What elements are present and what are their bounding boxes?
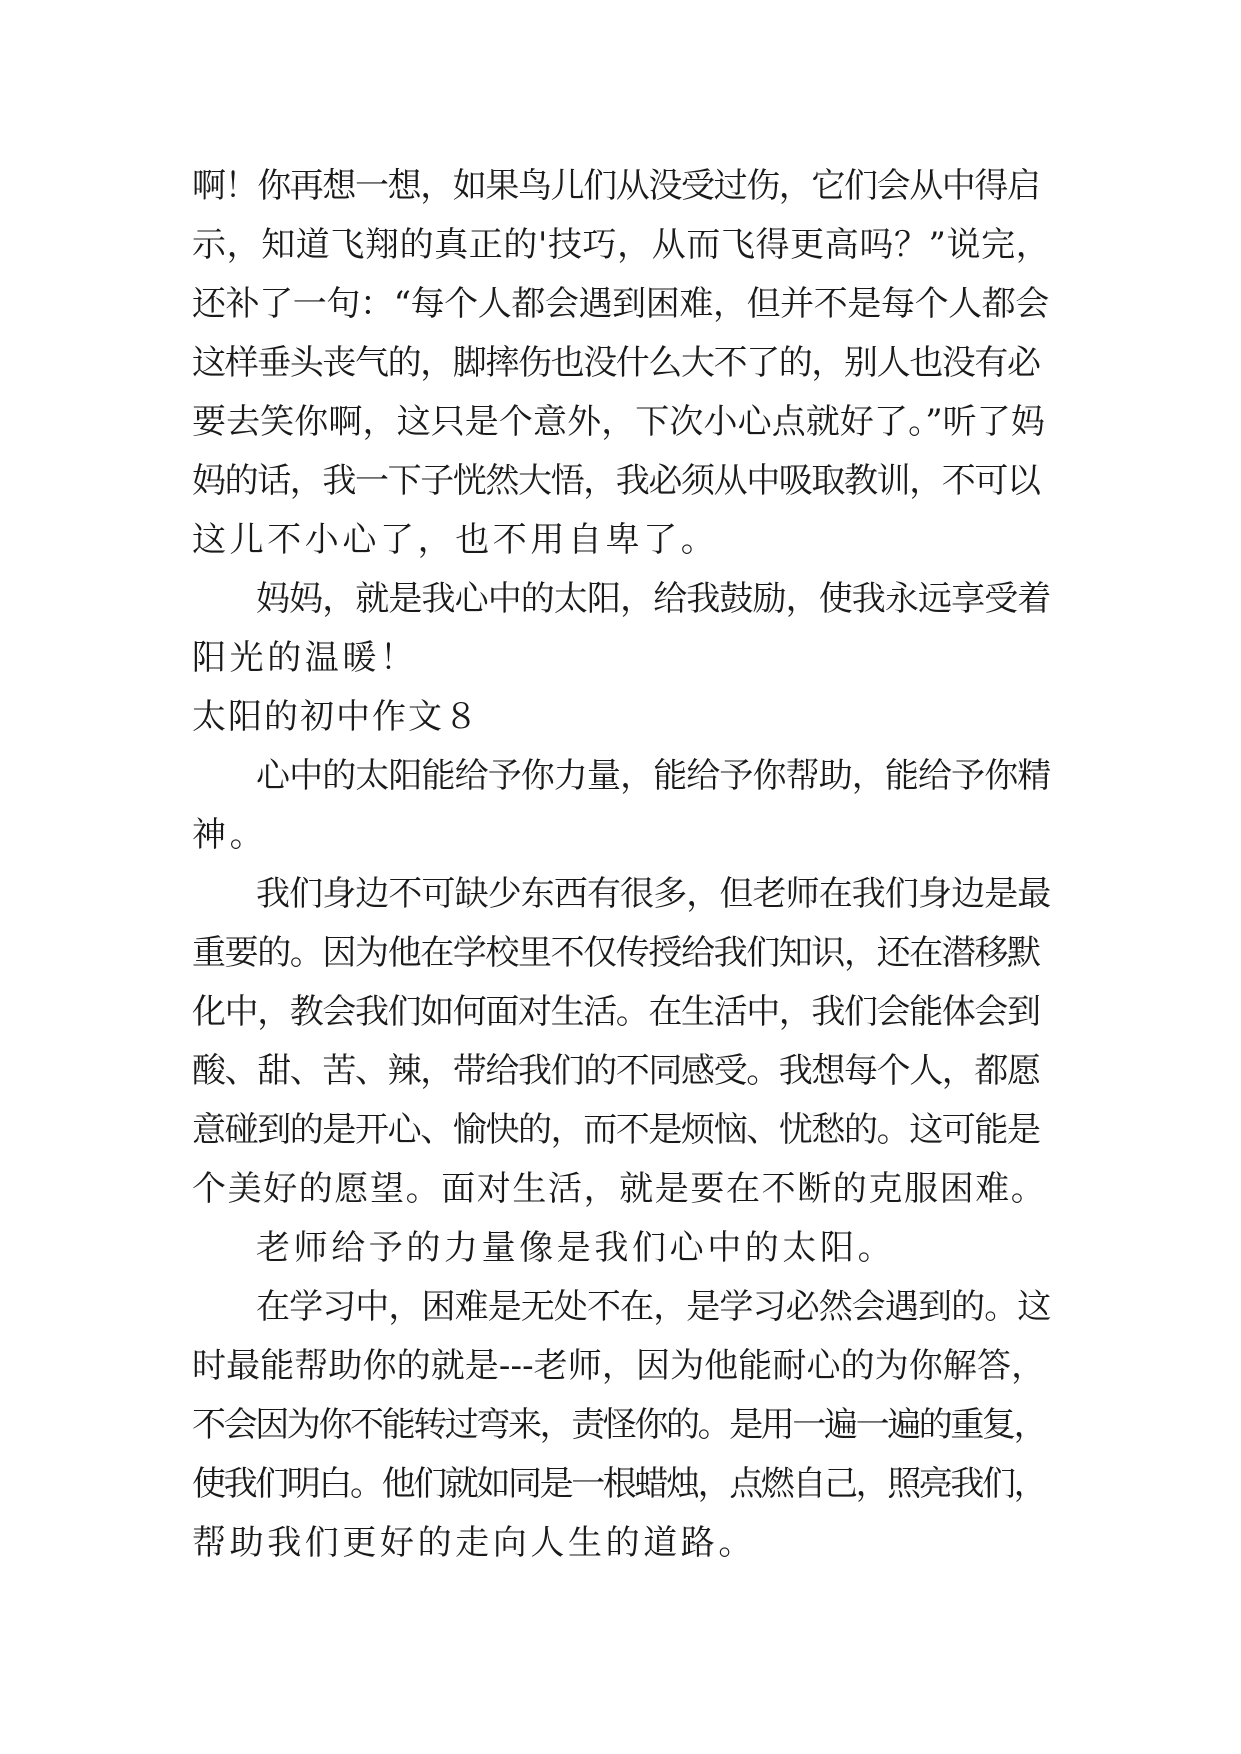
text-line: 要去笑你啊，这只是个意外，下次小心点就好了。”听了妈 bbox=[192, 402, 1045, 442]
text-line: 这样垂头丧气的，脚摔伤也没什么大不了的，别人也没有必 bbox=[192, 343, 1040, 383]
paragraph-first-line: 妈妈，就是我心中的太阳，给我鼓励，使我永远享受着 bbox=[256, 579, 1051, 619]
paragraph-first-line: 我们身边不可缺少东西有很多，但老师在我们身边是最 bbox=[256, 874, 1051, 914]
text-line: 使我们明白。他们就如同是一根蜡烛，点燃自己，照亮我们， bbox=[192, 1464, 1046, 1504]
paragraph-first-line: 在学习中，困难是无处不在，是学习必然会遇到的。这 bbox=[256, 1287, 1051, 1327]
text-line: 啊！你再想一想，如果鸟儿们从没受过伤，它们会从中得启 bbox=[192, 166, 1040, 206]
paragraph-first-line: 老师给予的力量像是我们心中的太阳。 bbox=[256, 1228, 896, 1268]
text-line: 还补了一句：“每个人都会遇到困难，但并不是每个人都会 bbox=[192, 284, 1049, 324]
text-line: 妈的话，我一下子恍然大悟，我必须从中吸取教训，不可以 bbox=[192, 461, 1040, 501]
text-line: 阳光的温暖！ bbox=[192, 638, 418, 678]
text-line: 化中，教会我们如何面对生活。在生活中，我们会能体会到 bbox=[192, 992, 1040, 1032]
text-line: 不会因为你不能转过弯来，责怪你的。是用一遍一遍的重复， bbox=[192, 1405, 1046, 1445]
text-line: 时最能帮助你的就是---老师，因为他能耐心的为你解答， bbox=[192, 1346, 1046, 1386]
text-line: 酸、甜、苦、辣，带给我们的不同感受。我想每个人，都愿 bbox=[192, 1051, 1040, 1091]
text-line: 个美好的愿望。面对生活，就是要在不断的克服困难。 bbox=[192, 1169, 1047, 1209]
text-line: 神。 bbox=[192, 815, 268, 855]
section-heading: 太阳的初中作文８ bbox=[192, 697, 480, 737]
text-line: 帮助我们更好的走向人生的道路。 bbox=[192, 1523, 756, 1563]
text-line: 示，知道飞翔的真正的'技巧，从而飞得更高吗？”说完， bbox=[192, 225, 1051, 265]
text-line: 意碰到的是开心、愉快的，而不是烦恼、忧愁的。这可能是 bbox=[192, 1110, 1040, 1150]
text-line: 这儿不小心了，也不用自卑了。 bbox=[192, 520, 719, 560]
text-line: 重要的。因为他在学校里不仅传授给我们知识，还在潜移默 bbox=[192, 933, 1040, 973]
paragraph-first-line: 心中的太阳能给予你力量，能给予你帮助，能给予你精 bbox=[256, 756, 1051, 796]
